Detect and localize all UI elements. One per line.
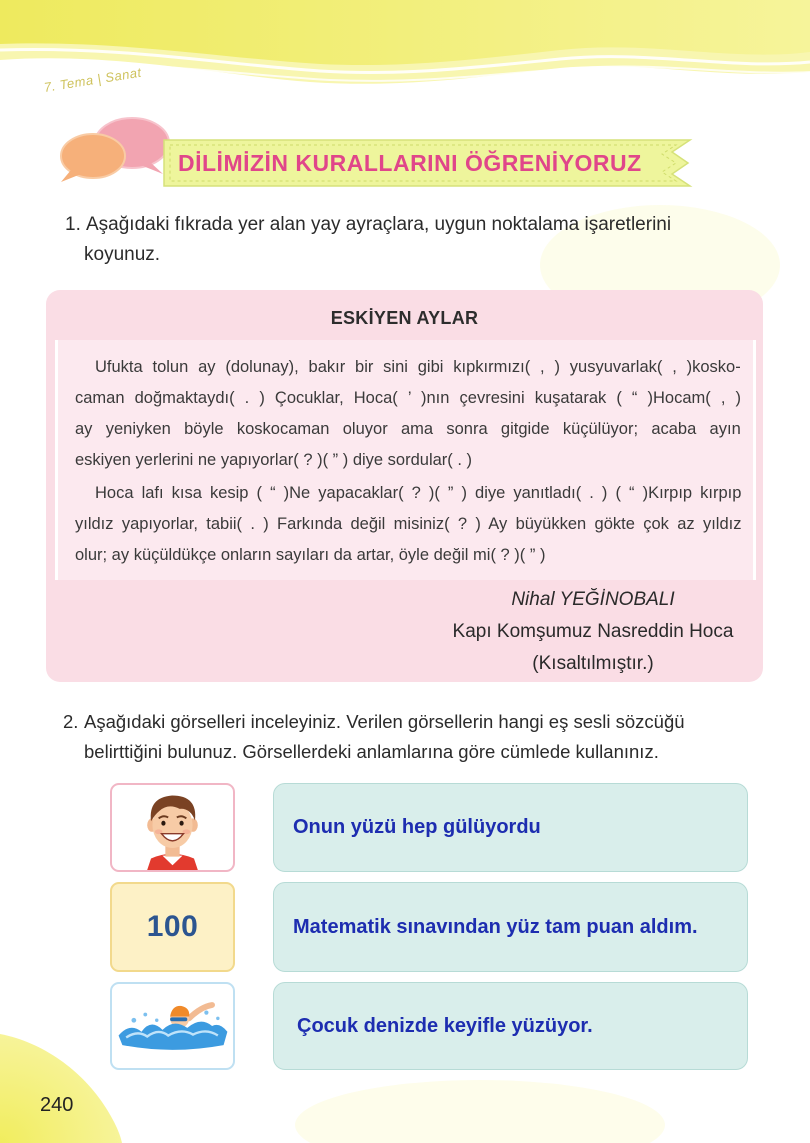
story-book-title: Kapı Komşumuz Nasreddin Hoca — [452, 621, 734, 642]
story-author: Nihal YEĞİNOBALI — [511, 589, 675, 610]
top-wave-decoration — [0, 0, 810, 100]
number-100-picture — [110, 882, 235, 972]
theme-label: 7. Tema | Sanat — [42, 64, 143, 95]
question-1-number: 1. — [65, 214, 81, 235]
smiling-boy-face-icon — [112, 785, 233, 870]
answer-box — [273, 982, 748, 1070]
question-2-line: Aşağıdaki görselleri inceleyiniz. Verilen görsellerin hangi eş sesli sözcüğü — [84, 711, 685, 732]
story-line: caman doğmaktaydı( . ) Çocuklar, Hoca( ’ )nın çevresini kuşatarak ( “ )Hocam( , ) — [75, 389, 741, 407]
question-2-text — [84, 707, 754, 767]
story-credit — [433, 584, 753, 680]
story-box — [46, 290, 763, 682]
story-line: eskiyen yerlerini ne yapıyorlar( ? )( ” ) diye sordular( . ) — [75, 451, 473, 469]
story-text — [55, 340, 756, 580]
section-title: DİLİMİZİN KURALLARINI ÖĞRENİYORUZ — [178, 150, 642, 176]
answer-text: Onun yüzü hep gülüyordu — [293, 816, 541, 838]
story-note: (Kısaltılmıştır.) — [532, 653, 654, 674]
story-line: Hoca lafı kısa kesip ( “ )Ne yapacaklar( ? )( ” ) diye yanıtladı( . ) ( “ )Kırpıp kırpıp — [95, 484, 742, 502]
question-1-text — [86, 210, 756, 270]
answer-box — [273, 882, 748, 972]
story-line: Ufukta tolun ay (dolunay), bakır bir sini gibi kıpkırmızı( , ) yusyuvarlak( , )kosko- — [95, 358, 741, 376]
story-line: yıldız yapıyorlar, tabii( . ) Farkında değil misiniz( ? ) Ay büyükken gökte çok az yıldız — [75, 515, 742, 533]
answer-text: Matematik sınavından yüz tam puan aldım. — [293, 915, 698, 938]
question-2-line: belirttiğini bulunuz. Görsellerdeki anlamlarına göre cümlede kullanınız. — [84, 741, 659, 762]
question-2-number: 2. — [63, 711, 79, 732]
answer-text: Çocuk denizde keyifle yüzüyor. — [297, 1014, 593, 1037]
smiling-boy-picture — [110, 783, 235, 872]
story-paragraph — [75, 352, 741, 476]
story-line: olur; ay küçüldükçe onların sayıları da artar, öyle değil mi( ? )( ” ) — [75, 546, 546, 564]
story-line: ay yeniyken böyle koskocaman oluyor ama sonra gitgide küçülüyor; acaba ayın — [75, 420, 741, 438]
story-title: ESKİYEN AYLAR — [330, 308, 479, 328]
question-1-line: koyunuz. — [84, 244, 161, 265]
answer-box — [273, 783, 748, 872]
story-paragraph — [75, 478, 741, 571]
number-100: 100 — [146, 910, 199, 943]
corner-yellow-blob — [0, 1028, 150, 1143]
page-number: 240 — [40, 1094, 74, 1116]
question-1-line: Aşağıdaki fıkrada yer alan yay ayraçlara, uygun noktalama işaretlerini — [86, 214, 672, 235]
faint-yellow-blob — [290, 1075, 670, 1143]
